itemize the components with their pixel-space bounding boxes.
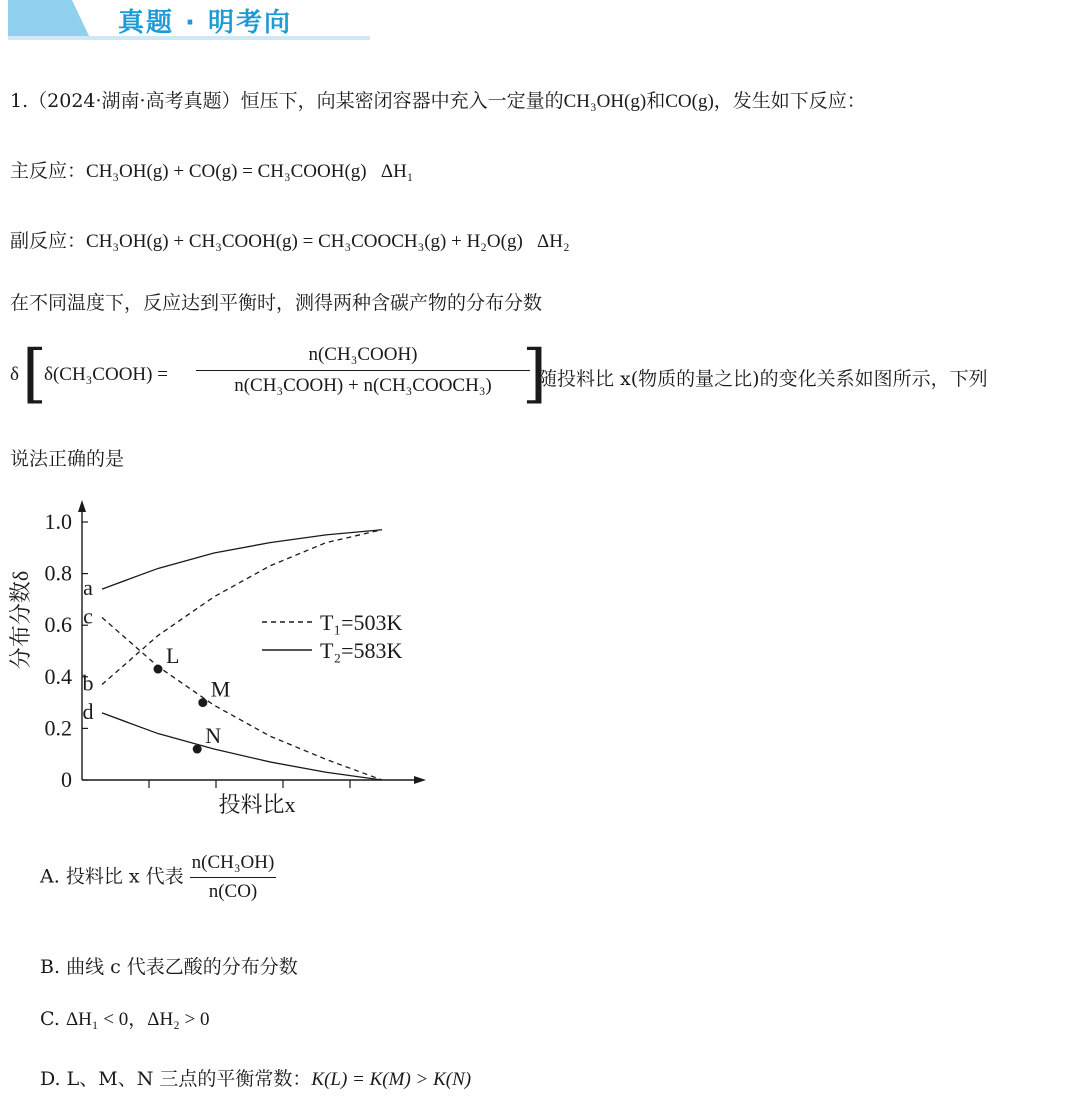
section-banner [8,0,370,40]
legend-label-2: T₂=583K [320,638,403,663]
point-label-L: L [166,643,180,669]
legend-label-1: T₁=503K [320,610,403,635]
main-reaction-line [10,156,413,183]
point-M [198,698,207,707]
question-intro-end: ，发生如下反应： [713,90,866,112]
y-axis-label: 分布分数δ [8,570,33,670]
delta-symbol: δ [10,364,19,385]
option-d-letter: D. [40,1068,61,1090]
main-reaction-equation: CH₃OH(g) + CO(g) = CH₃COOH(g) ΔH₁ [86,161,414,182]
reactant-methanol: CH₃OH(g) [563,91,647,112]
delta-fraction-denominator: n(CH₃COOH) + n(CH₃COOCH₃) [234,375,492,396]
curve-label-b: b [82,670,94,696]
question-source: （2024·湖南·高考真题） [28,90,241,112]
chart-points [154,643,231,753]
curve-a [102,530,382,589]
option-a-denominator: n(CO) [208,881,258,902]
side-reaction-line [10,226,570,253]
main-reaction-label: 主反应： [10,160,87,182]
option-a-fraction [190,852,277,903]
delta-definition [10,337,1070,414]
left-bracket: [ [22,337,47,411]
delta-fraction [196,344,530,397]
section-title: 真题 · 明考向 [118,8,292,38]
y-tick-label: 0.6 [44,612,72,638]
option-c[interactable] [40,1004,210,1031]
side-reaction-label: 副反应： [10,230,87,252]
point-label-N: N [205,723,222,749]
curve-d [102,713,382,780]
option-b-text: 曲线 c 代表乙酸的分布分数 [66,956,298,978]
right-bracket: ] [522,337,547,411]
reactant-co: CO(g) [665,91,714,112]
point-label-M: M [210,676,231,702]
option-d[interactable] [40,1064,471,1091]
curve-label-a: a [83,575,93,601]
point-L [154,665,163,674]
question-stem-line5: 随投料比 x(物质的量之比)的变化关系如图所示，下列 [538,368,988,390]
option-b[interactable] [40,952,298,979]
y-tick-label: 0.2 [44,715,72,741]
question-stem-line6: 说法正确的是 [10,448,125,470]
option-d-formula: K(L) = K(M) > K(N) [311,1069,472,1090]
distribution-chart [0,490,440,830]
banner-accent [8,0,90,38]
y-axis-arrow [78,500,86,512]
curve-label-c: c [83,603,93,629]
y-tick-label: 1.0 [44,509,72,534]
x-axis-label: 投料比x [218,792,296,817]
y-tick-label: 0.4 [44,663,72,689]
chart-legend [262,610,403,663]
x-axis-arrow [414,776,426,784]
y-tick-label: 0 [61,767,72,792]
delta-lhs: δ(CH₃COOH) = [44,364,168,385]
delta-fraction-numerator: n(CH₃COOH) [196,344,530,371]
option-d-text: L、M、N 三点的平衡常数： [66,1068,312,1090]
option-c-text: ΔH₁ < 0，ΔH₂ > 0 [65,1009,210,1030]
and-word: 和 [646,90,666,112]
point-N [193,745,202,754]
option-a-numerator: n(CH₃OH) [190,852,277,878]
option-a-text: 投料比 x 代表 [65,865,184,888]
option-c-letter: C. [40,1008,60,1030]
question-stem-line1 [10,86,866,113]
option-b-letter: B. [40,956,61,978]
question-number: 1. [10,90,29,112]
question-intro: 恒压下，向某密闭容器中充入一定量的 [240,90,564,112]
curve-label-d: d [82,698,94,724]
option-a[interactable] [40,852,276,903]
side-reaction-equation: CH₃OH(g) + CH₃COOH(g) = CH₃COOCH₃(g) + H₂O(g) ΔH₂ [86,231,570,252]
option-a-letter: A. [40,865,60,888]
y-tick-label: 0.8 [44,560,72,586]
question-stem-line4: 在不同温度下，反应达到平衡时，测得两种含碳产物的分布分数 [10,292,543,314]
